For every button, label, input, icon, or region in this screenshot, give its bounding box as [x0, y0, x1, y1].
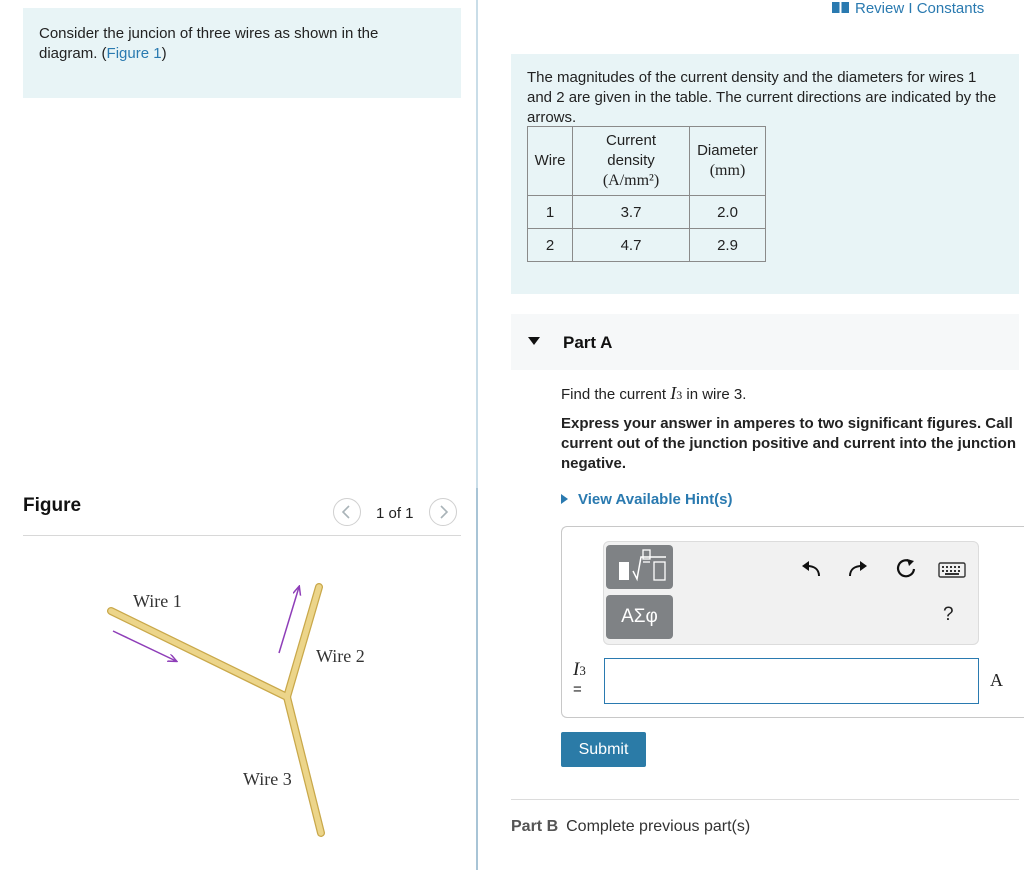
- cell-wire: 2: [528, 229, 573, 262]
- info-box: [511, 54, 1019, 294]
- constants-link[interactable]: Constants: [916, 0, 985, 17]
- wire-2-current-arrow: [279, 587, 299, 653]
- help-button[interactable]: ?: [943, 604, 954, 625]
- chevron-left-icon: [334, 499, 360, 525]
- instructions-text: Express your answer in amperes to two significant figures. Call current out of the junction positive and current into the junction negative.: [561, 415, 1016, 472]
- wire-3: [287, 697, 321, 833]
- chevron-right-icon: [430, 499, 456, 525]
- part-b-row: [511, 818, 750, 836]
- redo-icon[interactable]: [845, 556, 871, 582]
- wire-1-label: Wire 1: [133, 591, 182, 611]
- part-b-label: Part B: [511, 818, 559, 835]
- wires: [111, 587, 321, 833]
- wire-2: [287, 587, 319, 697]
- answer-variable-label: I3: [573, 659, 586, 680]
- table-header-row: [528, 127, 766, 196]
- figure-link[interactable]: Figure 1: [106, 45, 162, 62]
- wire-2-label: Wire 2: [316, 646, 365, 666]
- wire-data-table: [527, 126, 766, 262]
- part-b-divider: [511, 799, 1019, 800]
- cell-density: 4.7: [573, 229, 690, 262]
- figure-title: Figure: [23, 495, 82, 516]
- previous-figure-button[interactable]: [333, 498, 361, 526]
- header-wire: Wire: [528, 127, 573, 196]
- book-icon: [832, 2, 849, 13]
- view-hints-link[interactable]: View Available Hint(s): [561, 491, 733, 508]
- figure-divider: [23, 535, 461, 536]
- wire-1: [111, 611, 287, 697]
- wire-junction-diagram: [23, 545, 463, 865]
- cell-diameter: 2.9: [690, 229, 766, 262]
- answer-input[interactable]: [604, 658, 979, 704]
- cell-diameter: 2.0: [690, 196, 766, 229]
- part-a-title[interactable]: Part A: [563, 333, 613, 352]
- review-link[interactable]: Review: [855, 0, 905, 17]
- question-text: Find the current I3 in wire 3.: [561, 383, 747, 403]
- undo-icon[interactable]: [798, 556, 824, 582]
- header-diameter: Diameter (mm): [690, 127, 766, 196]
- figure-page-count: 1 of 1: [376, 505, 414, 522]
- table-row: [528, 196, 766, 229]
- info-text: The magnitudes of the current density and the diameters for wires 1 and 2 are given in the table. The current directions are indicated by the arrows.: [527, 69, 997, 126]
- table-row: [528, 229, 766, 262]
- wire-3-label: Wire 3: [243, 769, 292, 789]
- next-figure-button[interactable]: [429, 498, 457, 526]
- unit-label: A: [990, 670, 1003, 690]
- templates-button[interactable]: [606, 545, 673, 589]
- caret-down-icon[interactable]: [528, 337, 540, 345]
- keyboard-icon[interactable]: [938, 560, 966, 580]
- panel-divider-lower: [476, 488, 478, 870]
- greek-symbols-button[interactable]: ΑΣφ: [606, 595, 673, 639]
- review-constants-links: Review I Constants: [832, 0, 984, 17]
- submit-button[interactable]: Submit: [561, 732, 646, 767]
- cell-wire: 1: [528, 196, 573, 229]
- intro-box: [23, 8, 461, 98]
- part-b-status: Complete previous part(s): [566, 818, 751, 835]
- header-current-density: Current density (A/mm²): [573, 127, 690, 196]
- reset-icon[interactable]: [893, 556, 919, 582]
- cell-density: 3.7: [573, 196, 690, 229]
- caret-right-icon: [561, 494, 568, 504]
- intro-text: Consider the juncion of three wires as shown in the diagram. (Figure 1): [39, 25, 379, 62]
- fraction-root-template-icon: [606, 545, 673, 589]
- equals-sign: =: [573, 681, 582, 698]
